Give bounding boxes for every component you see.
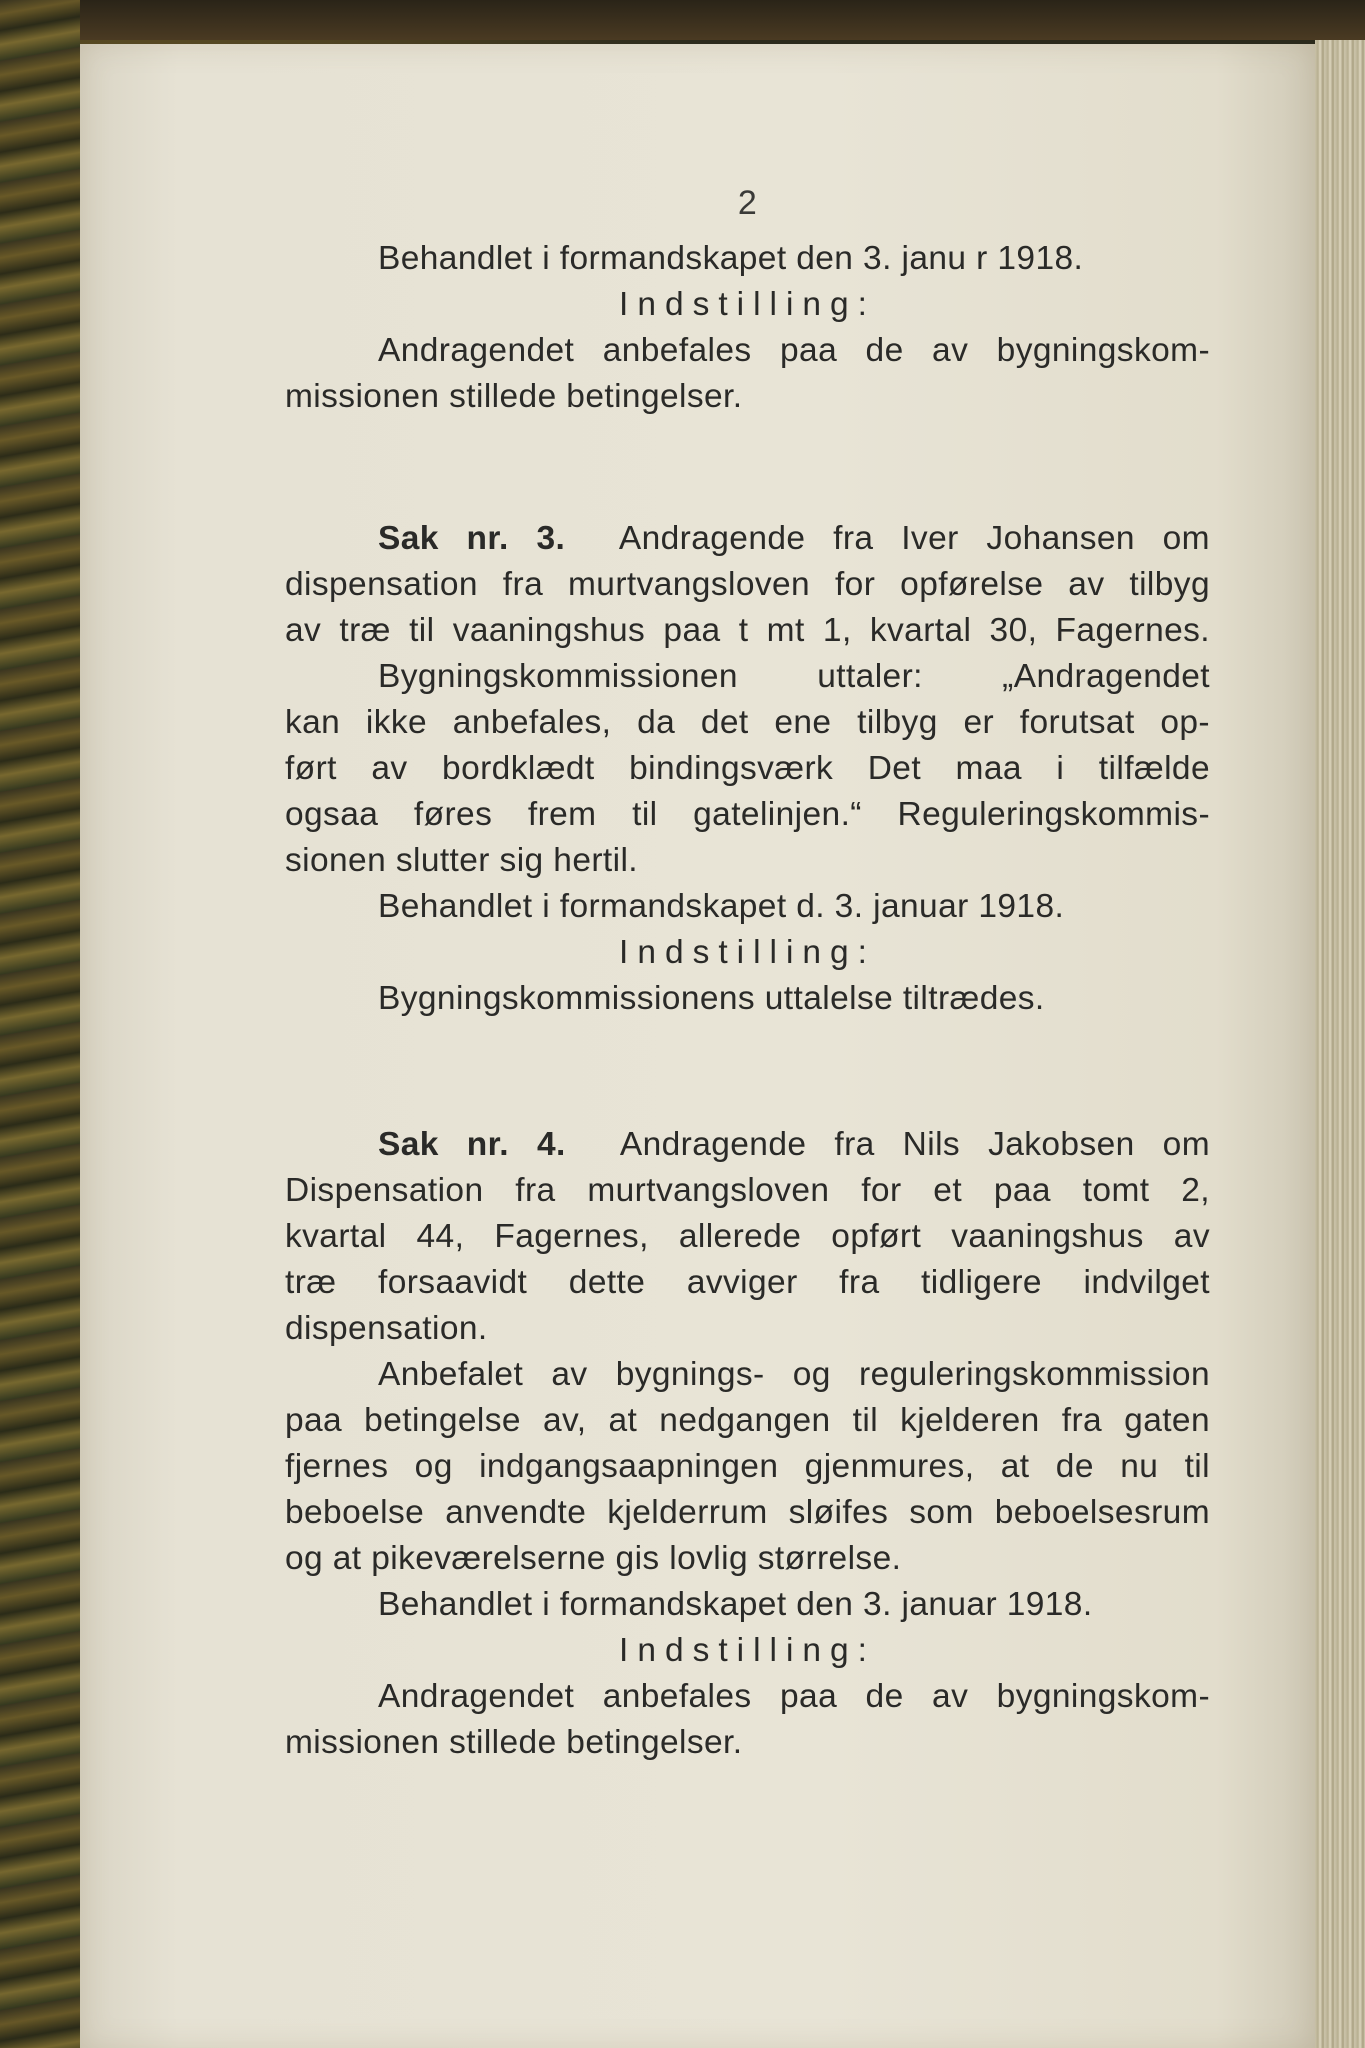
sak4-line-4: dispensation. <box>285 1310 488 1347</box>
sak4-first-line <box>285 1122 1210 1168</box>
sak4-line-2: kvartal 44, Fagernes, allerede opført vaaningshus av <box>285 1218 1210 1255</box>
section1-indstilling-heading: Indstilling: <box>619 286 876 323</box>
sak3-behandlet: Behandlet i formandskapet d. 3. januar 1918. <box>378 888 1065 925</box>
sak3-line-1: dispensation fra murtvangsloven for opførelse av tilbyg <box>285 566 1210 603</box>
sak3-line-2: av træ til vaaningshus paa t mt 1, kvartal 30, Fagernes. <box>285 612 1210 649</box>
sak4-line-3: træ forsaavidt dette avviger fra tidligere indvilget <box>285 1264 1210 1301</box>
sak3-quote-line-0: Bygningskommissionen uttaler: „Andragendet <box>378 658 1210 695</box>
sak4-indstilling-line2: missionen stillede betingelser. <box>285 1724 743 1761</box>
sak3-first-line <box>285 516 1210 562</box>
document-body <box>285 180 1210 1766</box>
spacer <box>285 420 1210 516</box>
sak3-label: Sak nr. 3. <box>378 520 566 557</box>
page-edges-stack <box>1315 40 1365 2048</box>
sak3-line-0: Andragende fra Iver Johansen om <box>618 520 1210 557</box>
sak4-behandlet: Behandlet i formandskapet den 3. januar 1918. <box>378 1586 1093 1623</box>
sak4-indstilling-heading: Indstilling: <box>619 1632 876 1669</box>
section1-indstilling-line2: missionen stillede betingelser. <box>285 378 743 415</box>
sak4-anbefalet-line-3: beboelse anvendte kjelderrum sløifes som beboelsesrum <box>285 1494 1210 1531</box>
sak4-line-1: Dispensation fra murtvangsloven for et paa tomt 2, <box>285 1172 1210 1209</box>
sak3-quote-line-4: sionen slutter sig hertil. <box>285 842 639 879</box>
sak4-anbefalet-line-1: paa betingelse av, at nedgangen til kjelderen fra gaten <box>285 1402 1210 1439</box>
sak4-line-0: Andragende fra Nils Jakobsen om <box>619 1126 1210 1163</box>
sak4-anbefalet-line-4: og at pikeværelserne gis lovlig størrelse. <box>285 1540 902 1577</box>
page-number: 2 <box>737 184 758 222</box>
sak3-indstilling-text: Bygningskommissionens uttalelse tiltrædes. <box>378 980 1045 1017</box>
section1-indstilling-line1: Andragendet anbefales paa de av bygningskom- <box>378 332 1210 369</box>
sak4-anbefalet-line-2: fjernes og indgangsaapningen gjenmures, at de nu til <box>285 1448 1210 1485</box>
sak3-indstilling-heading: Indstilling: <box>619 934 876 971</box>
sak3-quote-line-2: ført av bordklædt bindingsværk Det maa i tilfælde <box>285 750 1210 787</box>
sak4-label: Sak nr. 4. <box>378 1126 566 1163</box>
spacer <box>285 1022 1210 1122</box>
book-cover-marbled-edge <box>0 0 80 2048</box>
sak3-quote-line-3: ogsaa føres frem til gatelinjen.“ Reguleringskommis- <box>285 796 1210 833</box>
sak4-indstilling-line1: Andragendet anbefales paa de av bygningskom- <box>378 1678 1210 1715</box>
book-cover-top <box>0 0 1365 40</box>
sak3-quote-line-1: kan ikke anbefales, da det ene tilbyg er forutsat op- <box>285 704 1210 741</box>
sak4-anbefalet-line-0: Anbefalet av bygnings- og reguleringskommission <box>378 1356 1210 1393</box>
section1-behandlet: Behandlet i formandskapet den 3. janu r 1918. <box>378 240 1084 277</box>
